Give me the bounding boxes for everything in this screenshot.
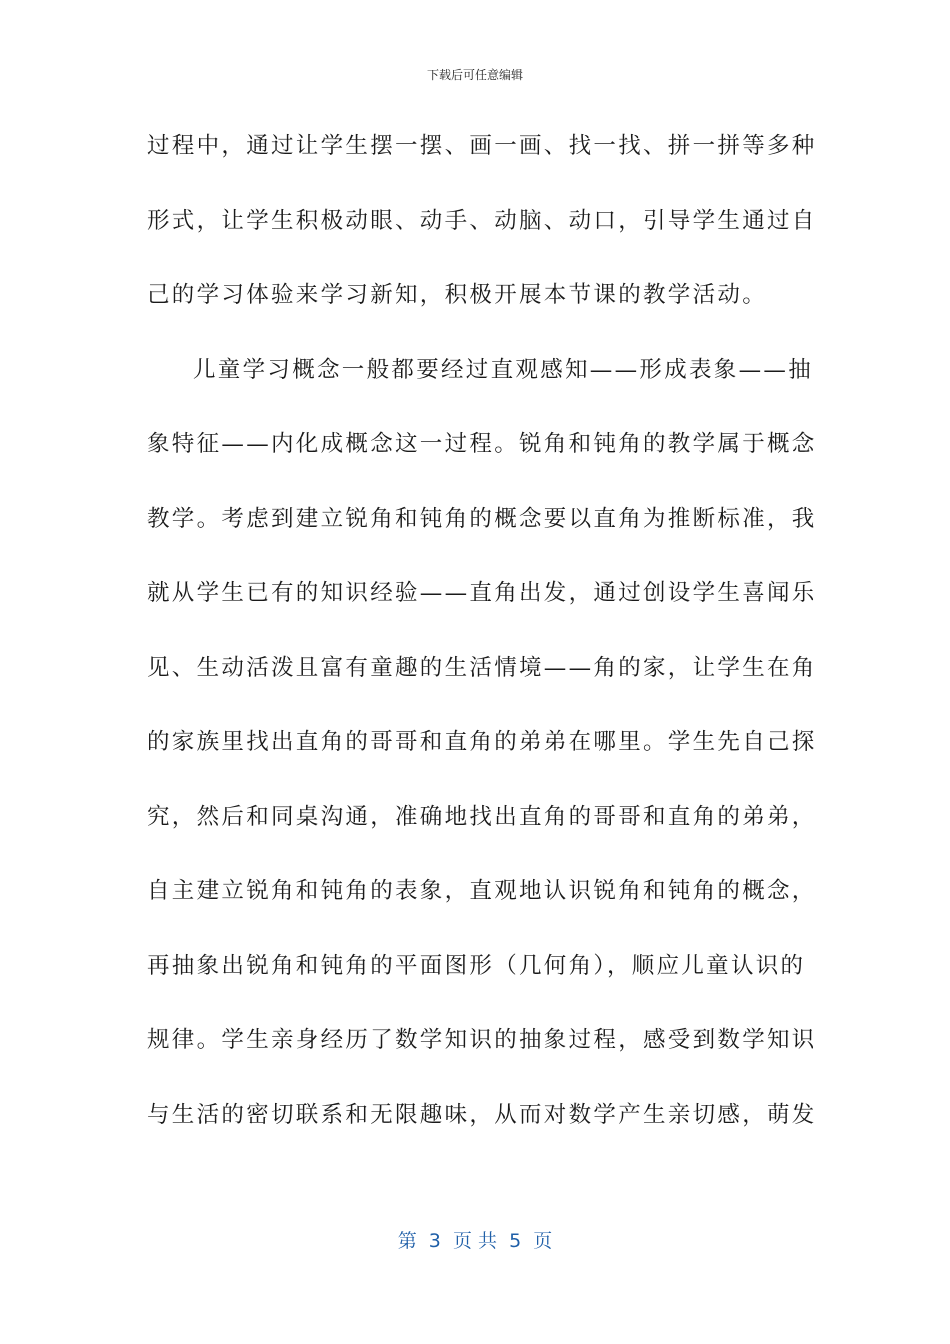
page-header-note: 下载后可任意编辑 xyxy=(426,68,523,82)
paragraph-first-line: 儿童学习概念一般都要经过直观感知——形成表象——抽 xyxy=(193,356,814,383)
text-line: 的家族里找出直角的哥哥和直角的弟弟在哪里。学生先自己探 xyxy=(147,729,817,755)
text-line: 象特征——内化成概念这一过程。锐角和钝角的教学属于概念 xyxy=(147,431,817,457)
text-line: 就从学生已有的知识经验——直角出发，通过创设学生喜闻乐 xyxy=(147,580,817,606)
text-line: 与生活的密切联系和无限趣味，从而对数学产生亲切感，萌发 xyxy=(147,1101,817,1128)
page-number-footer: 第 3 页 共 5 页 xyxy=(397,1230,553,1252)
text-line: 自主建立锐角和钝角的表象，直观地认识锐角和钝角的概念， xyxy=(147,878,817,904)
text-line: 教学。考虑到建立锐角和钝角的概念要以直角为推断标准，我 xyxy=(147,505,817,532)
text-line: 过程中，通过让学生摆一摆、画一画、找一找、拼一拼等多种 xyxy=(147,133,817,159)
text-line: 再抽象出锐角和钝角的平面图形（几何角），顺应儿童认识的 xyxy=(147,952,806,979)
text-line: 形式，让学生积极动眼、动手、动脑、动口，引导学生通过自 xyxy=(147,207,817,234)
text-line: 己的学习体验来学习新知，积极开展本节课的教学活动。 xyxy=(147,282,768,308)
document-body xyxy=(147,124,817,1167)
text-line: 究，然后和同桌沟通，准确地找出直角的哥哥和直角的弟弟， xyxy=(147,803,817,830)
text-line: 见、生动活泼且富有童趣的生活情境——角的家，让学生在角 xyxy=(147,654,817,681)
text-line: 规律。学生亲身经历了数学知识的抽象过程，感受到数学知识 xyxy=(147,1027,817,1053)
